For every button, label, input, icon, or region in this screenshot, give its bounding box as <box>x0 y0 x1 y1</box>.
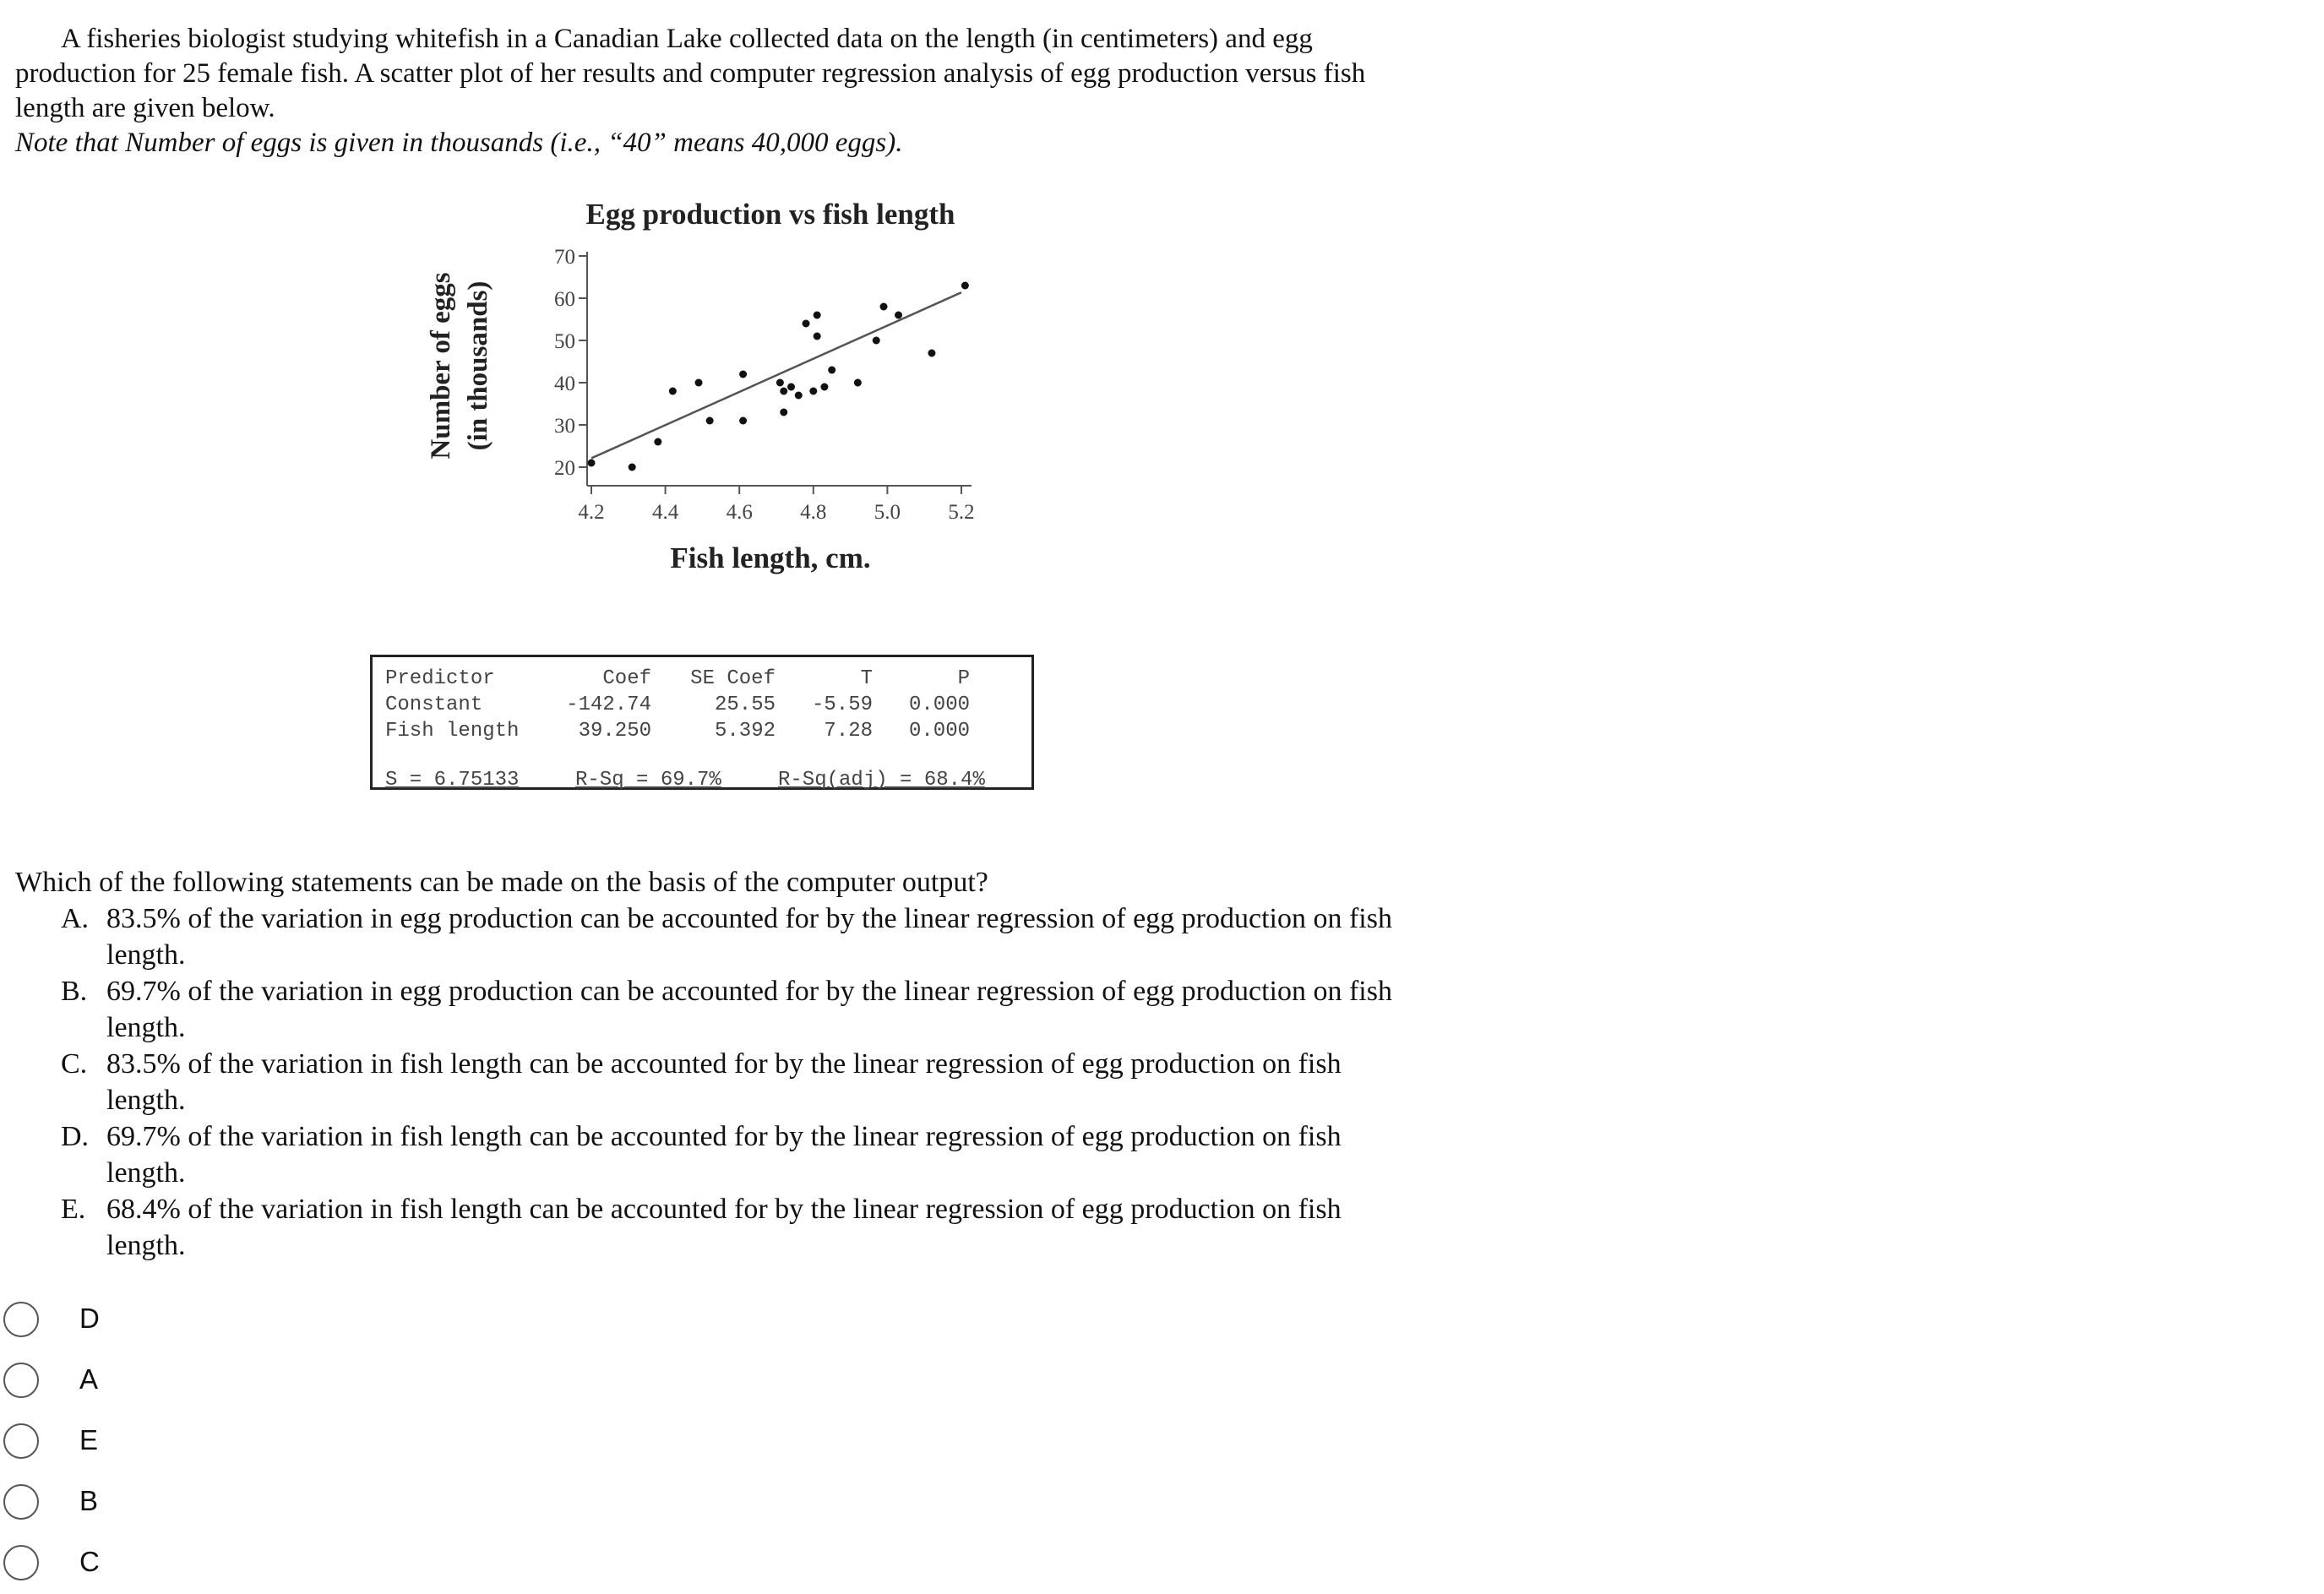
row-constant-se: 25.55 <box>714 694 776 716</box>
regression-line <box>591 292 961 458</box>
data-point <box>780 388 787 395</box>
data-point <box>776 379 784 387</box>
answer-option-label: D <box>79 1303 100 1334</box>
radio-button[interactable] <box>3 1363 39 1398</box>
header-se-coef: SE Coef <box>690 667 776 690</box>
choice-letter: C. <box>61 1048 88 1080</box>
choice-c <box>15 1046 1418 1118</box>
y-tick-label: 20 <box>554 457 575 480</box>
data-point <box>809 388 817 395</box>
axes <box>587 252 972 486</box>
choice-letter: E. <box>61 1194 86 1225</box>
data-point <box>961 282 969 290</box>
row-constant-predictor: Constant <box>385 694 483 716</box>
header-predictor: Predictor <box>385 667 495 690</box>
choice-d <box>15 1118 1418 1191</box>
choice-letter: D. <box>61 1121 90 1152</box>
y-axis-label <box>426 272 493 459</box>
answer-option-label: A <box>79 1363 99 1395</box>
problem-intro <box>15 22 1418 160</box>
header-t: T <box>860 667 873 690</box>
data-point <box>695 379 703 387</box>
choice-a <box>15 900 1418 973</box>
y-tick-label: 60 <box>554 288 575 311</box>
choice-text: 68.4% of the variation in fish length can be accounted for by the linear regression of egg production on fish length. <box>106 1194 1342 1261</box>
data-point <box>706 417 714 425</box>
answer-option-a[interactable] <box>0 1358 169 1401</box>
answer-option-label: E <box>79 1424 99 1455</box>
y-ticks <box>554 246 587 480</box>
radio-button[interactable] <box>3 1484 39 1520</box>
radio-button[interactable] <box>3 1302 39 1337</box>
y-tick-label: 30 <box>554 415 575 438</box>
data-point <box>795 392 803 400</box>
radio-button[interactable] <box>3 1423 39 1459</box>
answer-option-label: C <box>79 1546 100 1577</box>
row-constant-p: 0.000 <box>908 694 970 716</box>
x-tick-label: 4.8 <box>800 501 827 524</box>
y-tick-label: 70 <box>554 246 575 269</box>
data-point <box>895 312 902 319</box>
x-ticks <box>578 486 974 524</box>
header-p: P <box>957 667 970 690</box>
chart-title: Egg production vs fish length <box>585 198 955 231</box>
data-points <box>588 282 969 471</box>
row-constant-t: -5.59 <box>811 694 873 716</box>
intro-note: Note that Number of eggs is given in thousands (i.e., “40” means 40,000 eggs). <box>15 128 903 158</box>
y-tick-label: 40 <box>554 373 575 395</box>
row-constant-coef: -142.74 <box>566 694 651 716</box>
data-point <box>780 409 787 416</box>
y-axis-label-line1: Number of eggs <box>426 272 456 460</box>
regression-output <box>370 655 1034 790</box>
data-point <box>629 464 636 471</box>
x-tick-label: 5.2 <box>948 501 975 524</box>
answer-option-d[interactable] <box>0 1298 169 1340</box>
data-point <box>854 379 862 387</box>
data-point <box>814 333 821 340</box>
answer-option-label: B <box>79 1485 99 1516</box>
data-point <box>828 367 835 374</box>
row-fish-length-se: 5.392 <box>714 720 776 743</box>
choice-text: 69.7% of the variation in fish length can be accounted for by the linear regression of egg production on fish length. <box>106 1121 1342 1189</box>
data-point <box>820 384 828 391</box>
choice-letter: B. <box>61 976 88 1007</box>
data-point <box>787 384 795 391</box>
question-block <box>15 864 1418 1264</box>
choice-text: 69.7% of the variation in egg production can be accounted for by the linear regression of egg production on fish length. <box>106 976 1392 1043</box>
data-point <box>880 303 888 311</box>
row-fish-length-predictor: Fish length <box>385 720 520 743</box>
x-tick-label: 4.4 <box>651 501 679 524</box>
scatter-plot <box>422 190 1005 587</box>
stat-rsq: R-Sq = 69.7% <box>575 769 721 792</box>
row-fish-length-t: 7.28 <box>824 720 873 743</box>
stat-rsq-adj: R-Sq(adj) = 68.4% <box>778 769 985 792</box>
question-prompt: Which of the following statements can be made on the basis of the computer output? <box>15 867 988 898</box>
row-fish-length-coef: 39.250 <box>578 720 651 743</box>
radio-button[interactable] <box>3 1545 39 1580</box>
data-point <box>669 388 677 395</box>
data-point <box>739 417 747 425</box>
data-point <box>588 460 596 467</box>
data-point <box>873 337 880 345</box>
data-point <box>654 438 661 446</box>
x-tick-label: 4.6 <box>726 501 753 524</box>
choice-text: 83.5% of the variation in fish length can be accounted for by the linear regression of egg production on fish length. <box>106 1048 1342 1116</box>
choice-letter: A. <box>61 903 90 934</box>
data-point <box>803 320 810 328</box>
x-tick-label: 4.2 <box>578 501 605 524</box>
header-coef: Coef <box>602 667 651 690</box>
choice-e <box>15 1191 1418 1264</box>
choice-b <box>15 973 1418 1046</box>
x-axis-label: Fish length, cm. <box>670 541 871 574</box>
stat-s: S = 6.75133 <box>385 769 520 792</box>
y-axis-label-line2: (in thousands) <box>463 280 493 451</box>
choice-text: 83.5% of the variation in egg production can be accounted for by the linear regression of egg production on fish length. <box>106 903 1392 971</box>
x-tick-label: 5.0 <box>874 501 901 524</box>
data-point <box>814 312 821 319</box>
answer-option-b[interactable] <box>0 1480 169 1522</box>
intro-paragraph: A fisheries biologist studying whitefish in a Canadian Lake collected data on the length (in centimeters) and egg production for 25 female fish. A scatter plot of her results and computer regression analysis of egg production versus fish length are given below. <box>15 24 1366 123</box>
data-point <box>928 350 935 357</box>
row-fish-length-p: 0.000 <box>908 720 970 743</box>
regression-line-group <box>591 292 961 458</box>
data-point <box>739 371 747 378</box>
answer-option-c[interactable] <box>0 1541 169 1583</box>
answer-option-e[interactable] <box>0 1419 169 1461</box>
y-tick-label: 50 <box>554 330 575 353</box>
